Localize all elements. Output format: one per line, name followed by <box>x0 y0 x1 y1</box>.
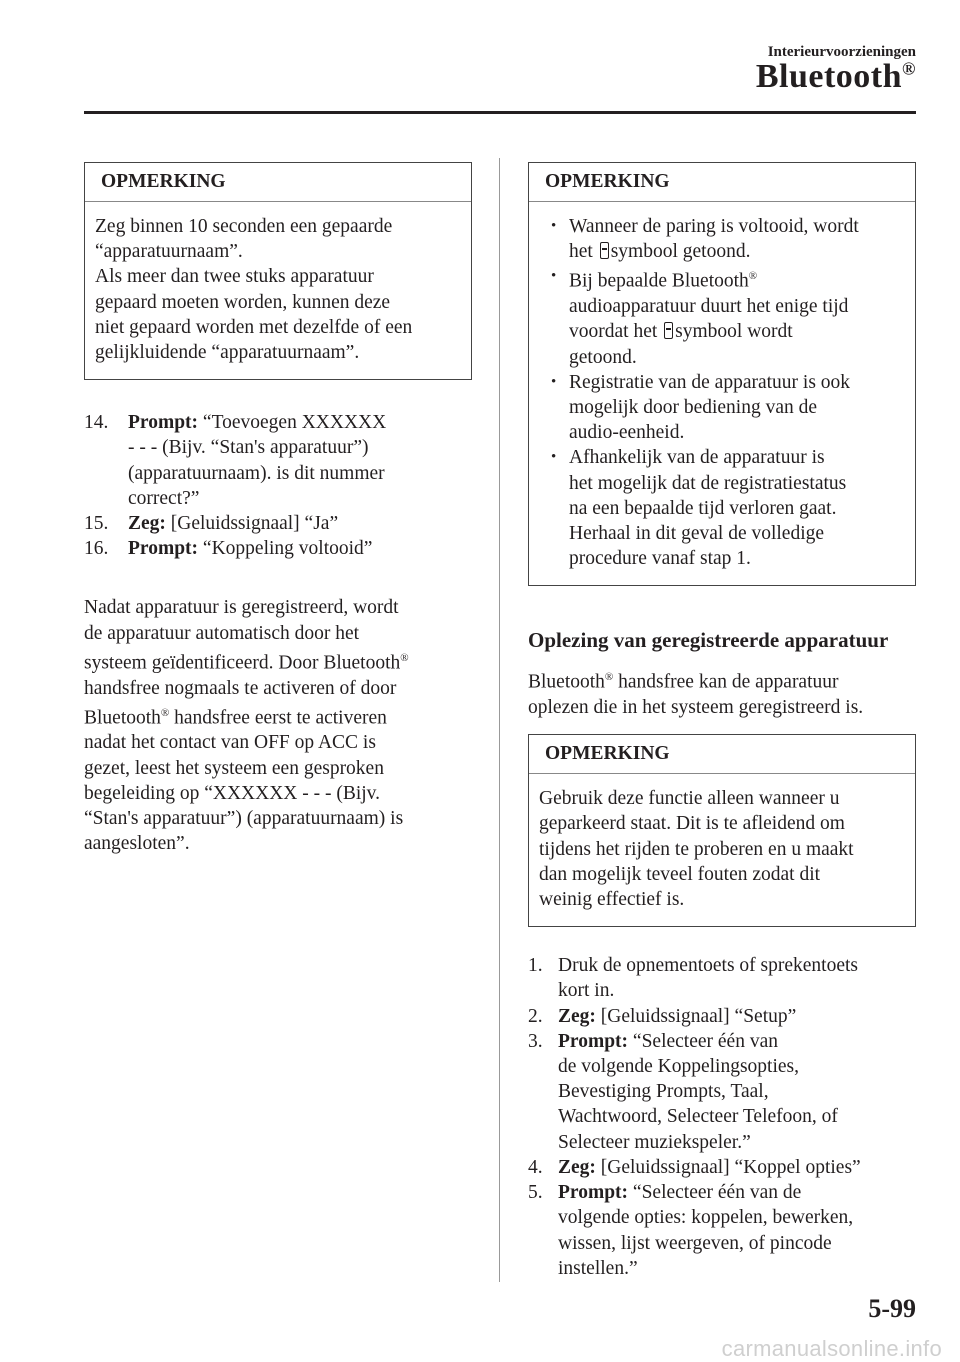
page-title-text: Bluetooth <box>755 58 903 95</box>
header-rule <box>84 111 916 114</box>
step-number: 5. <box>528 1182 543 1204</box>
para-text: systeem geïdentificeerd. Door Bluetooth <box>84 652 401 674</box>
step-keyword: Zeg: <box>558 1156 596 1178</box>
step-text: (apparatuurnaam). is dit nummer <box>128 462 385 484</box>
step-item <box>84 410 472 511</box>
registered-mark: ® <box>748 270 758 283</box>
step-text: Wachtwoord, Selecteer Telefoon, of <box>558 1106 838 1128</box>
note-line: gepaard moeten worden, kunnen deze <box>95 291 391 313</box>
step-text: de volgende Koppelingsopties, <box>558 1056 799 1078</box>
para-text: handsfree kan de apparatuur <box>613 671 839 693</box>
registered-mark: ® <box>160 706 170 719</box>
step-keyword: Prompt: <box>558 1182 629 1204</box>
bullet-text: getoond. <box>569 346 637 368</box>
page-number: 5-99 <box>868 1294 916 1323</box>
step-item <box>528 1155 916 1180</box>
note-box-3 <box>528 734 916 927</box>
step-number: 2. <box>528 1005 543 1027</box>
note-header: OPMERKING <box>85 163 471 202</box>
page-title <box>756 58 916 96</box>
section-heading: Oplezing van geregistreerde apparatuur <box>528 628 889 653</box>
step-number: 4. <box>528 1156 543 1178</box>
step-text: instellen.” <box>558 1257 638 1279</box>
step-text: “Selecteer één van <box>628 1030 778 1052</box>
step-list-right <box>528 953 916 1281</box>
note-header: OPMERKING <box>529 735 915 774</box>
paragraph-identification <box>84 595 472 856</box>
step-keyword: Prompt: <box>128 538 199 560</box>
right-column <box>528 162 916 1281</box>
bullet-text: symbool wordt <box>675 321 793 343</box>
step-keyword: Prompt: <box>558 1030 629 1052</box>
step-item <box>528 1180 916 1281</box>
para-line: nadat het contact van OFF op ACC is <box>84 732 376 754</box>
step-text: “Selecteer één van de <box>628 1182 802 1204</box>
bullet-text: na een bepaalde tijd verloren gaat. <box>569 497 837 519</box>
bullet-text: Afhankelijk van de apparatuur is <box>569 447 825 469</box>
bullet-text: Registratie van de apparatuur is ook <box>569 371 851 393</box>
step-number: 15. <box>84 513 109 535</box>
para-line: begeleiding op “XXXXXX - - - (Bijv. <box>84 782 381 804</box>
step-text: kort in. <box>558 980 615 1002</box>
note-line: Als meer dan twee stuks apparatuur <box>95 266 374 288</box>
step-text: Bevestiging Prompts, Taal, <box>558 1081 769 1103</box>
note-line: dan mogelijk teveel fouten zodat dit <box>539 863 821 885</box>
bullet-text: symbool getoond. <box>610 241 751 263</box>
step-text: Druk de opnementoets of sprekentoets <box>558 955 859 977</box>
column-divider <box>499 158 500 1282</box>
para-text: Bluetooth <box>84 707 161 729</box>
step-item <box>84 511 472 536</box>
step-list-left <box>84 410 472 561</box>
para-text: handsfree eerst te activeren <box>169 707 387 729</box>
step-text: [Geluidssignaal] “Setup” <box>595 1005 797 1027</box>
step-text: [Geluidssignaal] “Ja” <box>165 513 339 535</box>
step-number: 14. <box>84 412 109 434</box>
note-bullets <box>539 214 903 571</box>
step-text: correct?” <box>128 487 200 509</box>
para-line: gezet, leest het systeem een gesproken <box>84 757 384 779</box>
step-text: - - - (Bijv. “Stan's apparatuur”) <box>128 437 369 459</box>
para-line: aangesloten”. <box>84 833 190 855</box>
step-keyword: Zeg: <box>128 513 166 535</box>
step-keyword: Prompt: <box>128 412 199 434</box>
step-number: 1. <box>528 955 543 977</box>
step-item <box>528 1004 916 1029</box>
bullet-text: mogelijk door bediening van de <box>569 396 818 418</box>
bullet-text: het mogelijk dat de registratiestatus <box>569 472 847 494</box>
registered-mark: ® <box>604 671 614 684</box>
note-body <box>529 202 915 585</box>
registered-mark: ® <box>902 58 916 79</box>
note-box-2 <box>528 162 916 586</box>
step-text: “Koppeling voltooid” <box>198 538 373 560</box>
bullet-text: audioapparatuur duurt het enige tijd <box>569 296 849 318</box>
step-text: volgende opties: koppelen, bewerken, <box>558 1207 854 1229</box>
para-line <box>528 665 916 695</box>
step-text: “Toevoegen XXXXXX <box>198 412 387 434</box>
step-item <box>528 953 916 1003</box>
header-section: Interieurvoorzieningen <box>767 44 916 60</box>
note-bullet <box>539 370 903 446</box>
note-box-1 <box>84 162 472 380</box>
note-line: Gebruik deze functie alleen wanneer u <box>539 788 840 810</box>
note-line: tijdens het rijden te proberen en u maakt <box>539 838 854 860</box>
para-line: “Stan's apparatuur”) (apparatuurnaam) is <box>84 808 404 830</box>
step-keyword: Zeg: <box>558 1005 596 1027</box>
watermark: carmanualsonline.info <box>721 1336 942 1361</box>
bullet-text: voordat het <box>569 321 658 343</box>
note-header: OPMERKING <box>529 163 915 202</box>
phone-icon <box>600 242 609 259</box>
para-line <box>84 646 472 676</box>
note-line: niet gepaard worden met dezelfde of een <box>95 316 413 338</box>
note-line: weinig effectief is. <box>539 889 685 911</box>
bullet-text: procedure vanaf stap 1. <box>569 548 751 570</box>
para-line: de apparatuur automatisch door het <box>84 622 360 644</box>
para-text: Bluetooth <box>528 671 605 693</box>
note-line: gelijkluidende “apparatuurnaam”. <box>95 342 360 364</box>
bullet-text: Herhaal in dit geval de volledige <box>569 522 825 544</box>
step-text: wissen, lijst weergeven, of pincode <box>558 1232 832 1254</box>
step-item <box>528 1029 916 1155</box>
step-text: Selecteer muziekspeler.” <box>558 1131 751 1153</box>
step-text: [Geluidssignaal] “Koppel opties” <box>595 1156 861 1178</box>
step-number: 16. <box>84 538 109 560</box>
note-bullet <box>539 214 903 264</box>
step-item <box>84 536 472 561</box>
left-column <box>84 162 472 856</box>
para-line <box>84 701 472 731</box>
note-bullet <box>539 445 903 571</box>
bullet-text: audio-eenheid. <box>569 422 685 444</box>
note-body <box>85 202 471 379</box>
bullet-text: Bij bepaalde Bluetooth <box>569 270 749 292</box>
para-line: oplezen die in het systeem geregistreerd is. <box>528 697 864 719</box>
note-line: Zeg binnen 10 seconden een gepaarde <box>95 216 393 237</box>
phone-icon <box>664 322 673 339</box>
bullet-text: Wanneer de paring is voltooid, wordt <box>569 216 859 237</box>
note-line: “apparatuurnaam”. <box>95 241 243 263</box>
note-line: geparkeerd staat. Dit is te afleidend om <box>539 813 845 835</box>
para-line: handsfree nogmaals te activeren of door <box>84 677 397 699</box>
note-body <box>529 774 915 926</box>
para-line: Nadat apparatuur is geregistreerd, wordt <box>84 597 399 619</box>
bullet-text: het <box>569 241 593 263</box>
paragraph-intro <box>528 665 916 720</box>
registered-mark: ® <box>400 651 409 664</box>
note-bullet <box>539 264 903 369</box>
step-number: 3. <box>528 1030 543 1052</box>
